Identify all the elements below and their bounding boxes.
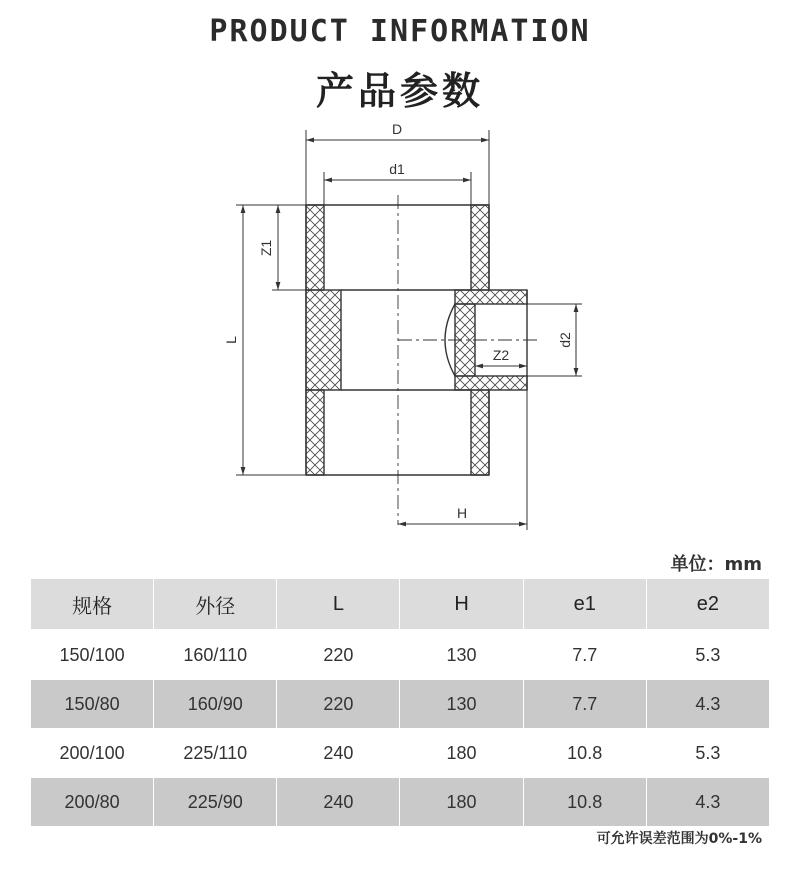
header-outer-diameter: 外径 <box>154 579 277 631</box>
header-spec: 规格 <box>31 579 154 631</box>
table-cell: 130 <box>400 680 523 729</box>
table-cell: 10.8 <box>523 729 646 778</box>
table-cell: 7.7 <box>523 680 646 729</box>
title-chinese: 产品参数 <box>315 69 484 113</box>
table-cell: 220 <box>277 630 400 680</box>
header-e1: e1 <box>523 579 646 631</box>
label-L: L <box>223 336 239 344</box>
unit-label: 单位：mm <box>670 554 762 575</box>
table-cell: 130 <box>400 630 523 680</box>
table-cell: 200/80 <box>31 778 154 827</box>
table-cell: 240 <box>277 729 400 778</box>
label-D: D <box>391 121 403 137</box>
table-cell: 150/80 <box>31 680 154 729</box>
table-cell: 180 <box>400 729 523 778</box>
table-cell: 7.7 <box>523 630 646 680</box>
table-header-row <box>31 579 770 631</box>
table-row <box>31 778 770 827</box>
table-cell: 220 <box>277 680 400 729</box>
label-d1: d1 <box>389 161 405 177</box>
table-cell: 5.3 <box>646 630 769 680</box>
label-d2: d2 <box>557 332 573 348</box>
table-row <box>31 630 770 680</box>
table-cell: 225/110 <box>154 729 277 778</box>
table-cell: 180 <box>400 778 523 827</box>
header-L: L <box>277 579 400 631</box>
title-english: PRODUCT INFORMATION <box>209 14 591 49</box>
label-H: H <box>456 505 468 521</box>
table-cell: 4.3 <box>646 680 769 729</box>
table-row <box>31 729 770 778</box>
label-Z2: Z2 <box>492 347 510 363</box>
header-e2: e2 <box>646 579 769 631</box>
table-cell: 5.3 <box>646 729 769 778</box>
table-cell: 4.3 <box>646 778 769 827</box>
tolerance-note: 可允许误差范围为0%-1% <box>596 831 762 847</box>
table-cell: 150/100 <box>31 630 154 680</box>
table-cell: 200/100 <box>31 729 154 778</box>
table-cell: 10.8 <box>523 778 646 827</box>
table-cell: 240 <box>277 778 400 827</box>
label-Z1: Z1 <box>258 239 274 257</box>
spec-table <box>30 578 770 827</box>
table-cell: 160/110 <box>154 630 277 680</box>
technical-drawing <box>0 110 800 540</box>
dimension-Z1 <box>272 205 306 290</box>
table-cell: 225/90 <box>154 778 277 827</box>
header-H: H <box>400 579 523 631</box>
table-row <box>31 680 770 729</box>
table-cell: 160/90 <box>154 680 277 729</box>
